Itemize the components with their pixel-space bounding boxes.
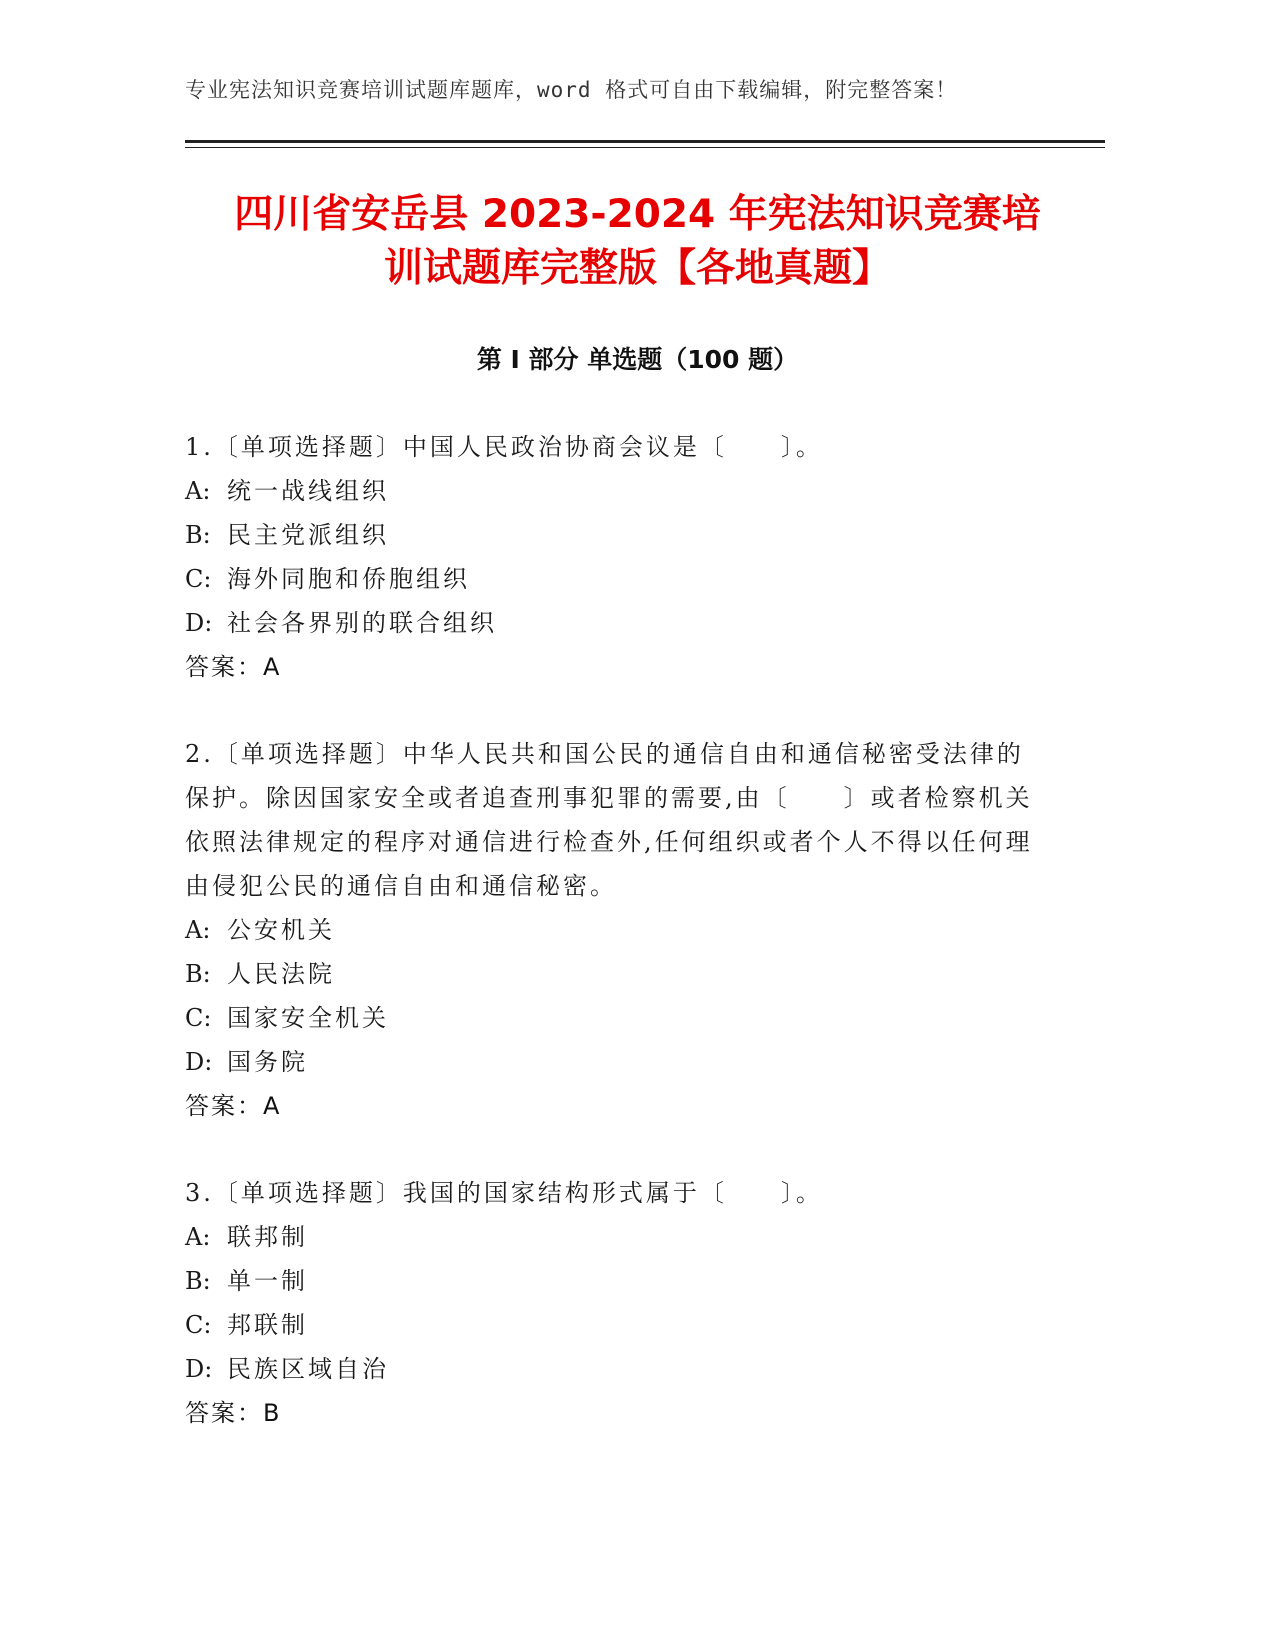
- option-letter: B:: [185, 960, 211, 988]
- option-c: [185, 1303, 1045, 1347]
- option-d: [185, 601, 1045, 645]
- option-letter: A:: [185, 1223, 211, 1251]
- option-text: 民族区域自治: [227, 1355, 389, 1383]
- option-text: 国务院: [227, 1048, 308, 1076]
- option-text: 国家安全机关: [227, 1004, 389, 1032]
- answer-value: B: [263, 1399, 280, 1427]
- option-b: [185, 952, 1045, 996]
- option-text: 人民法院: [227, 960, 335, 988]
- option-text: 公安机关: [227, 916, 335, 944]
- answer-line: [185, 645, 1045, 689]
- title-line-1: 四川省安岳县 2023-2024 年宪法知识竞赛培: [234, 192, 1041, 237]
- option-letter: B:: [185, 1267, 211, 1295]
- option-b: [185, 1259, 1045, 1303]
- answer-label: 答案：: [185, 1092, 263, 1120]
- option-letter: B:: [185, 521, 211, 549]
- option-a: [185, 1215, 1045, 1259]
- question-3: [185, 1171, 1045, 1435]
- option-text: 邦联制: [227, 1311, 308, 1339]
- option-text: 社会各界别的联合组织: [227, 609, 497, 637]
- option-text: 海外同胞和侨胞组织: [227, 565, 470, 593]
- question-list: [185, 425, 1045, 1478]
- option-b: [185, 513, 1045, 557]
- answer-value: A: [263, 653, 280, 681]
- option-letter: C:: [185, 1004, 212, 1032]
- option-letter: A:: [185, 916, 211, 944]
- question-stem: 2.〔单项选择题〕中华人民共和国公民的通信自由和通信秘密受法律的保护。除因国家安全或者追查刑事犯罪的需要,由〔 〕或者检察机关依照法律规定的程序对通信进行检查外,任何组织或者个人不得以任何理由侵犯公民的通信自由和通信秘密。: [185, 740, 1033, 900]
- option-letter: D:: [185, 609, 213, 637]
- option-d: [185, 1347, 1045, 1391]
- header-rule-thin: [185, 147, 1105, 148]
- option-text: 联邦制: [227, 1223, 308, 1251]
- option-text: 统一战线组织: [227, 477, 389, 505]
- option-letter: D:: [185, 1048, 213, 1076]
- question-1: [185, 425, 1045, 689]
- option-text: 单一制: [227, 1267, 308, 1295]
- option-c: [185, 557, 1045, 601]
- option-letter: C:: [185, 565, 212, 593]
- option-a: [185, 469, 1045, 513]
- option-letter: D:: [185, 1355, 213, 1383]
- question-stem: 3.〔单项选择题〕我国的国家结构形式属于〔 〕。: [185, 1179, 823, 1207]
- option-c: [185, 996, 1045, 1040]
- option-d: [185, 1040, 1045, 1084]
- option-text: 民主党派组织: [227, 521, 389, 549]
- question-2: [185, 732, 1045, 1128]
- title-line-2: 训试题库完整版【各地真题】: [383, 246, 891, 291]
- option-a: [185, 908, 1045, 952]
- section-heading: 第 I 部分 单选题（100 题）: [476, 345, 799, 374]
- document-title: [150, 188, 1125, 296]
- header-rule-thick: [185, 140, 1105, 143]
- answer-label: 答案：: [185, 1399, 263, 1427]
- option-letter: A:: [185, 477, 211, 505]
- option-letter: C:: [185, 1311, 212, 1339]
- header-note: 专业宪法知识竞赛培训试题库题库，word 格式可自由下载编辑，附完整答案！: [185, 78, 958, 102]
- answer-label: 答案：: [185, 653, 263, 681]
- question-stem: 1.〔单项选择题〕中国人民政治协商会议是〔 〕。: [185, 433, 823, 461]
- answer-line: [185, 1391, 1045, 1435]
- answer-line: [185, 1084, 1045, 1128]
- answer-value: A: [263, 1092, 280, 1120]
